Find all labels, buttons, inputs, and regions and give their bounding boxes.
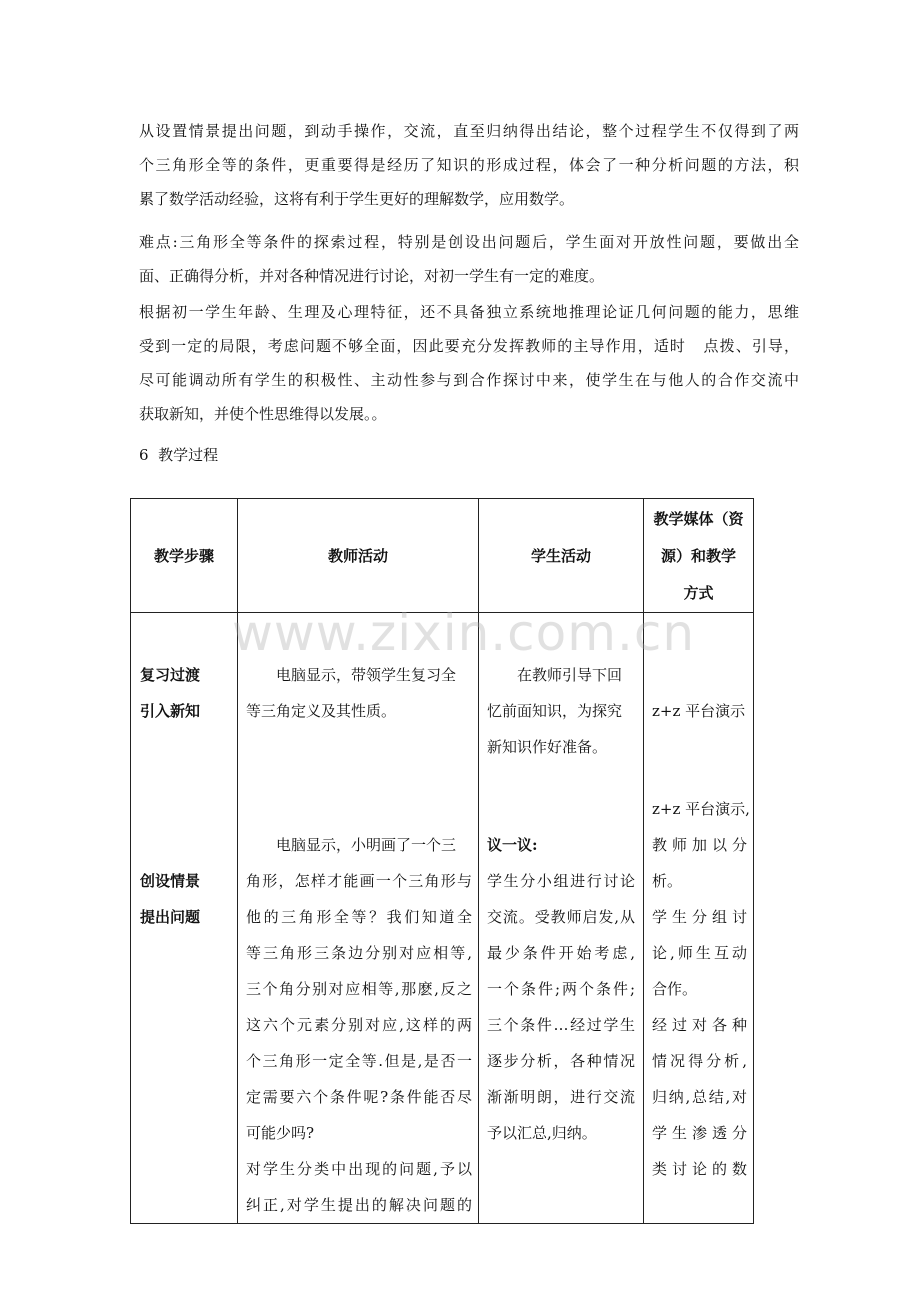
section-heading: 6 教学过程 [139, 446, 219, 464]
paragraph-summary [139, 114, 799, 216]
media-text-line: 类讨论的数 [652, 1160, 747, 1178]
paragraph-difficulty [139, 225, 799, 293]
teacher-text-line: 等三角形三条边分别对应相等, [246, 944, 472, 962]
student-activity-cell [479, 613, 644, 1224]
student-text-line: 学生分小组进行讨论 [487, 872, 635, 890]
media-text-line: 归纳,总结,对 [652, 1088, 747, 1106]
student-text-line: 三个条件…经过学生 [487, 1016, 635, 1034]
student-text-line: 新知识作好准备。 [487, 738, 608, 756]
teacher-text-line: 可能少吗? [246, 1124, 315, 1142]
text-line: 获取新知，并使个性思维得以发展。。 [139, 405, 387, 423]
teacher-text-line: 对学生分类中出现的问题,予以 [246, 1160, 472, 1178]
table-header-row [131, 499, 754, 613]
step-label: 复习过渡 [140, 666, 201, 684]
text-line: 受到一定的局限，考虑问题不够全面，因此要充分发挥教师的主导作用，适时 点拨、引导， [139, 337, 799, 355]
student-text-line: 渐渐明朗，进行交流 [487, 1088, 635, 1106]
student-discuss-title: 议一议: [487, 836, 538, 854]
student-text-line: 最少条件开始考虑, [487, 944, 635, 962]
header-media-line: 教学媒体（资 [653, 510, 744, 528]
watermark: www.zixin.com.cn [232, 604, 696, 662]
teacher-text-line: 角形，怎样才能画一个三角形与 [246, 872, 472, 890]
student-text-line: 逐步分析，各种情况 [487, 1052, 635, 1070]
header-student: 学生活动 [479, 499, 644, 613]
text-line: 从设置情景提出问题，到动手操作，交流，直至归纳得出结论，整个过程学生不仅得到了两 [139, 122, 799, 140]
media-text-line: 学生分组讨 [652, 908, 747, 926]
student-text-line: 一个条件;两个条件; [487, 980, 635, 998]
text-line: 根据初一学生年龄、生理及心理特征，还不具备独立系统地推理论证几何问题的能力，思维 [139, 303, 799, 321]
student-text-line: 交流。受教师启发,从 [487, 908, 635, 926]
text-line: 难点:三角形全等条件的探索过程，特别是创设出问题后，学生面对开放性问题，要做出全 [139, 233, 799, 251]
media-cell [644, 613, 754, 1224]
teacher-text-line: 等三角定义及其性质。 [246, 702, 397, 720]
step-cell [131, 613, 238, 1224]
media-text-line: 教师加以分 [652, 836, 747, 854]
header-teacher: 教师活动 [238, 499, 479, 613]
media-text-line: 析。 [652, 872, 683, 890]
text-line: 累了数学活动经验，这将有利于学生更好的理解数学，应用数学。 [139, 190, 575, 208]
teacher-text-line: 这六个元素分别对应,这样的两 [246, 1016, 472, 1034]
table-row [131, 613, 754, 1224]
header-step: 教学步骤 [131, 499, 238, 613]
student-text-line: 在教师引导下回 [517, 666, 623, 684]
media-text-line: z+z 平台演示 [652, 702, 746, 720]
teacher-text-line: 他的三角形全等？我们知道全 [246, 908, 472, 926]
media-text-line: 论,师生互动 [652, 944, 747, 962]
teacher-activity-cell [238, 613, 479, 1224]
teacher-text-line: 个三角形一定全等.但是,是否一 [246, 1052, 472, 1070]
teacher-text-line: 定需要六个条件呢?条件能否尽 [246, 1088, 472, 1106]
text-line: 尽可能调动所有学生的积极性、主动性参与到合作探讨中来，使学生在与他人的合作交流中 [139, 371, 799, 389]
step-label: 创设情景 [140, 872, 201, 890]
text-line: 个三角形全等的条件，更重要得是经历了知识的形成过程，体会了一种分析问题的方法，积 [139, 156, 799, 174]
header-media-line: 源）和教学 [660, 547, 736, 565]
student-text-line: 予以汇总,归纳。 [487, 1124, 597, 1142]
media-text-line: 情况得分析, [652, 1052, 747, 1070]
text-line: 面、正确得分析，并对各种情况进行讨论，对初一学生有一定的难度。 [139, 267, 605, 285]
media-text-line: 学生渗透分 [652, 1124, 747, 1142]
step-label: 提出问题 [140, 908, 201, 926]
student-text-line: 忆前面知识，为探究 [487, 702, 623, 720]
media-text-line: z+z 平台演示, [652, 800, 750, 818]
teaching-process-table [130, 498, 754, 1224]
teacher-text-line: 三个角分别对应相等,那麽,反之 [246, 980, 472, 998]
header-media-line: 方式 [683, 584, 714, 602]
paragraph-student-analysis [139, 295, 799, 431]
media-text-line: 合作。 [652, 980, 698, 998]
teacher-text-line: 电脑显示，小明画了一个三 [276, 836, 457, 854]
media-text-line: 经过对各种 [652, 1016, 747, 1034]
teacher-text-line: 纠正,对学生提出的解决问题的 [246, 1196, 472, 1214]
header-media [644, 499, 754, 613]
teacher-text-line: 电脑显示，带领学生复习全 [276, 666, 457, 684]
step-label: 引入新知 [140, 702, 201, 720]
